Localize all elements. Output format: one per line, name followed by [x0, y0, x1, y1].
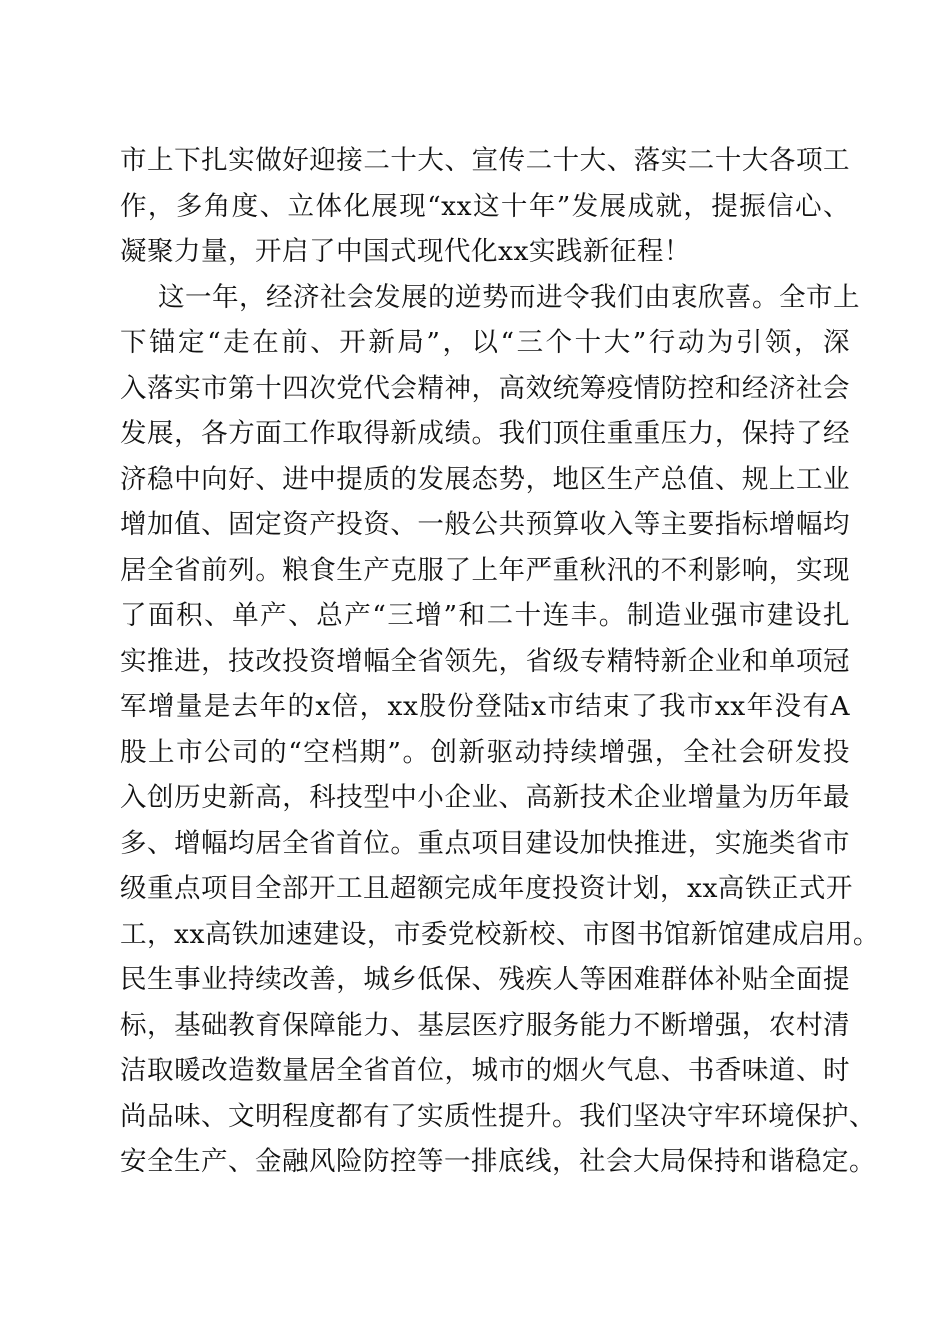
text-line: 市上下扎实做好迎接二十大、宣传二十大、落实二十大各项工	[120, 145, 850, 176]
text-line: 尚品味、文明程度都有了实质性提升。我们坚决守牢环境保护、	[120, 1100, 876, 1132]
text-line: 增加值、固定资产投资、一般公共预算收入等主要指标增幅均	[120, 509, 850, 540]
text-line: 下锚定“走在前、开新局”，以“三个十大”行动为引领，深	[120, 327, 850, 358]
text-line: 了面积、单产、总产“三增”和二十连丰。制造业强市建设扎	[120, 600, 850, 631]
text-line: 入落实市第十四次党代会精神，高效统筹疫情防控和经济社会	[120, 372, 850, 404]
text-line: 实推进，技改投资增幅全省领先，省级专精特新企业和单项冠	[120, 645, 850, 677]
text-line: 股上市公司的“空档期”。创新驱动持续增强，全社会研发投	[120, 736, 850, 768]
text-line: 洁取暖改造数量居全省首位，城市的烟火气息、书香味道、时	[120, 1055, 850, 1086]
text-line: 民生事业持续改善，城乡低保、残疾人等困难群体补贴全面提	[120, 964, 850, 995]
text-line: 济稳中向好、进中提质的发展态势，地区生产总值、规上工业	[120, 463, 850, 495]
text-line: 居全省前列。粮食生产克服了上年严重秋汛的不利影响，实现	[120, 554, 850, 586]
text-line: 发展，各方面工作取得新成绩。我们顶住重重压力，保持了经	[120, 418, 850, 449]
paragraph-2	[120, 275, 880, 1185]
text-line: 标，基础教育保障能力、基层医疗服务能力不断增强，农村清	[120, 1009, 850, 1041]
paragraph-1	[120, 138, 850, 275]
text-line: 军增量是去年的x倍，xx股份登陆x市结束了我市xx年没有A	[120, 691, 850, 722]
text-line: 级重点项目全部开工且超额完成年度投资计划，xx高铁正式开	[120, 873, 853, 904]
text-line: 安全生产、金融风险防控等一排底线，社会大局保持和谐稳定。	[120, 1146, 876, 1177]
text-line: 凝聚力量，开启了中国式现代化xx实践新征程！	[120, 236, 691, 267]
document-body	[120, 138, 880, 1185]
text-line: 工，xx高铁加速建设，市委党校新校、市图书馆新馆建成启用。	[120, 918, 880, 950]
text-line: 作，多角度、立体化展现“xx这十年”发展成就，提振信心、	[120, 190, 850, 222]
text-line: 入创历史新高，科技型中小企业、高新技术企业增量为历年最	[120, 782, 850, 813]
text-line: 这一年，经济社会发展的逆势而进令我们由衷欣喜。全市上	[158, 281, 860, 313]
text-line: 多、增幅均居全省首位。重点项目建设加快推进，实施类省市	[120, 827, 850, 859]
